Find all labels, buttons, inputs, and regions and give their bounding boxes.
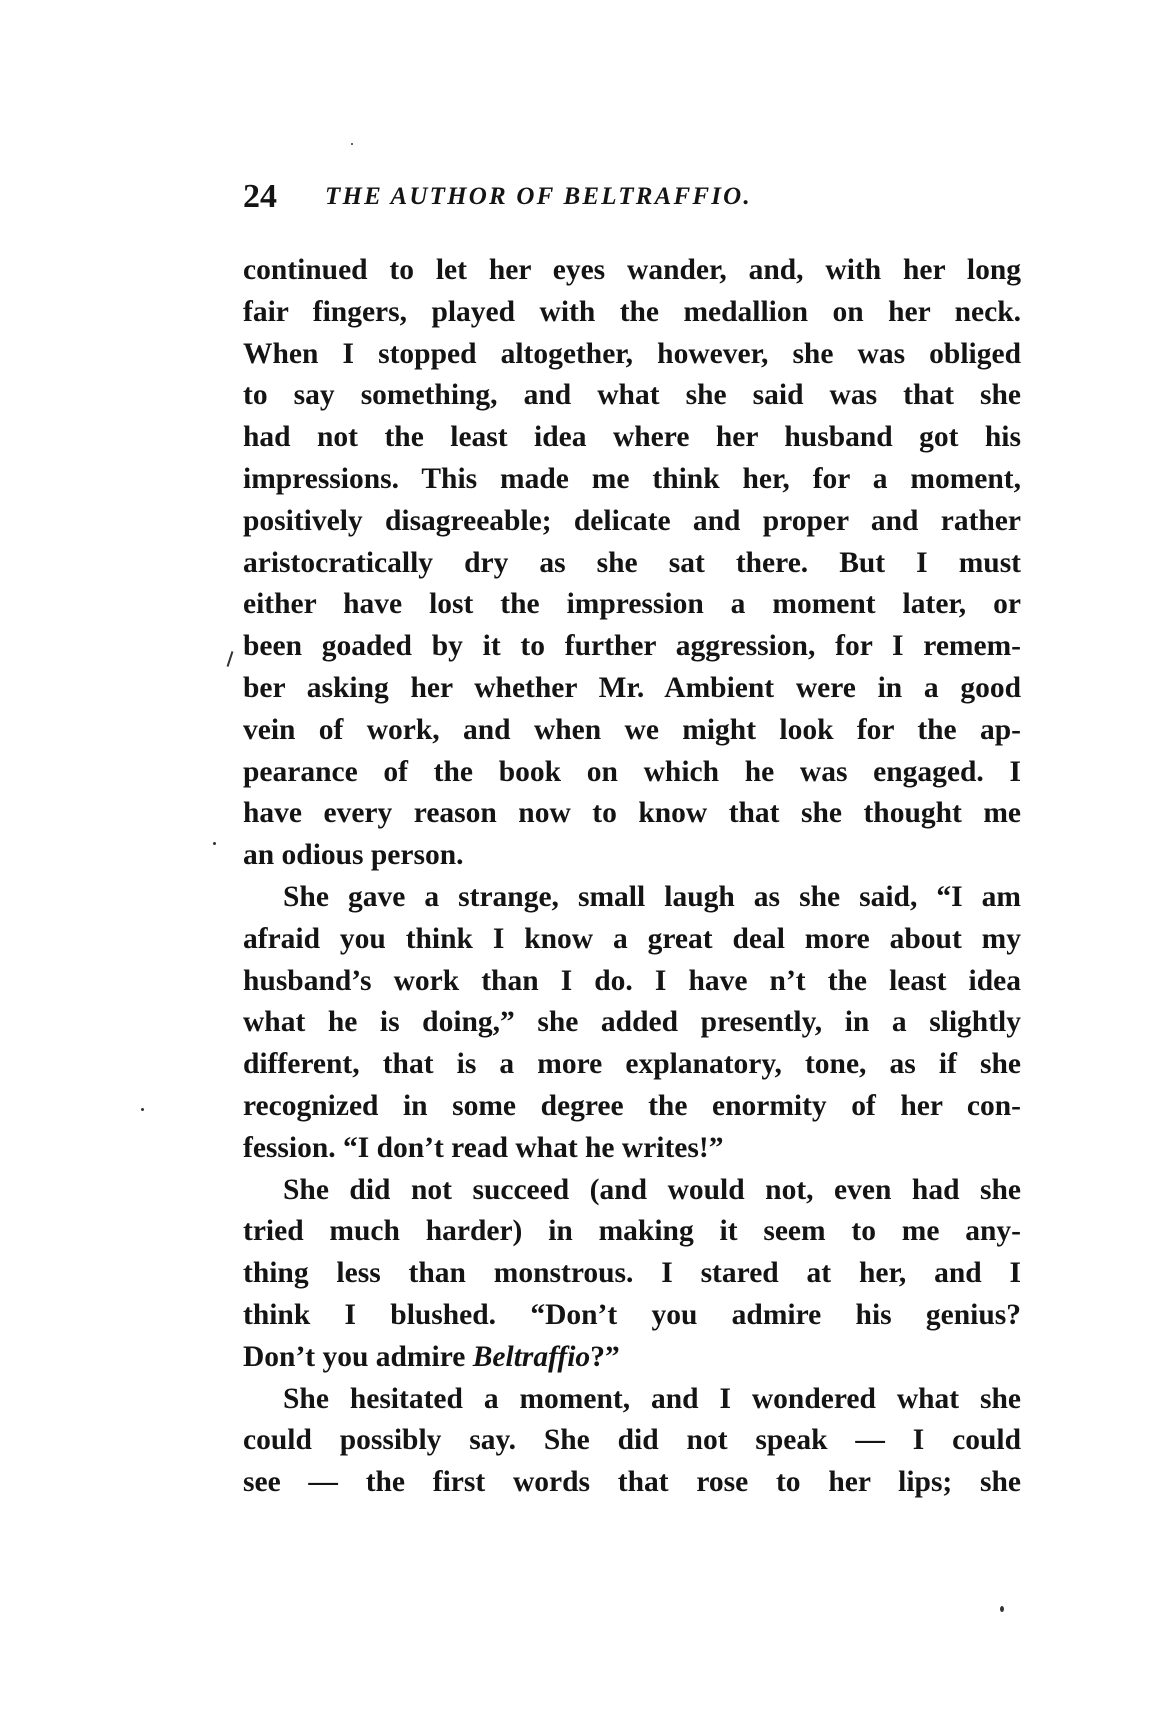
- stray-mark: [227, 651, 234, 667]
- running-head: THE AUTHOR OF BELTRAFFIO.: [325, 183, 752, 210]
- text-line: continued to let her eyes wander, and, with her long: [243, 254, 1021, 286]
- body-text: [243, 250, 1021, 1504]
- stray-mark: [351, 143, 353, 145]
- text-line: When I stopped altogether, however, she was obliged: [243, 337, 1021, 370]
- text-line: ber asking her whether Mr. Ambient were in a good: [243, 671, 1021, 704]
- text-line: have every reason now to know that she thought me: [243, 797, 1021, 830]
- text-line: pearance of the book on which he was engaged. I: [243, 755, 1021, 788]
- text-line: different, that is a more explanatory, tone, as if she: [243, 1048, 1021, 1081]
- text-segment: ?”: [590, 1340, 620, 1373]
- text-segment: Don’t you admire: [243, 1340, 473, 1373]
- text-line: been goaded by it to further aggression, for I remem-: [243, 630, 1021, 663]
- text-line: an odious person.: [243, 839, 464, 872]
- text-line: thing less than monstrous. I stared at her, and I: [243, 1257, 1021, 1290]
- text-line: could possibly say. She did not speak — I could: [243, 1424, 1021, 1457]
- text-line: afraid you think I know a great deal more about my: [243, 922, 1021, 955]
- text-line: impressions. This made me think her, for a moment,: [243, 462, 1021, 495]
- text-line: She hesitated a moment, and I wondered what she: [283, 1382, 1021, 1415]
- stray-mark: [141, 1108, 144, 1111]
- text-line: aristocratically dry as she sat there. But I must: [243, 546, 1021, 579]
- text-line: recognized in some degree the enormity of her con-: [243, 1089, 1021, 1122]
- text-line: husband’s work than I do. I have n’t the least idea: [243, 964, 1021, 997]
- text-line: tried much harder) in making it seem to me any-: [243, 1215, 1021, 1248]
- text-line: positively disagreeable; delicate and proper and rather: [243, 504, 1021, 537]
- stray-mark: [213, 842, 216, 845]
- text-line: had not the least idea where her husband got his: [243, 421, 1021, 454]
- text-line: to say something, and what she said was that she: [243, 379, 1021, 412]
- text-line: what he is doing,” she added presently, in a slightly: [243, 1006, 1021, 1039]
- text-line: see — the first words that rose to her lips; she: [243, 1466, 1021, 1499]
- text-line-with-title: [243, 1337, 1021, 1379]
- text-line: fession. “I don’t read what he writes!”: [243, 1131, 724, 1164]
- text-line: She did not succeed (and would not, even had she: [283, 1173, 1021, 1206]
- page-header: [243, 178, 1043, 222]
- text-line: think I blushed. “Don’t you admire his genius?: [243, 1298, 1021, 1331]
- text-line: either have lost the impression a moment later, or: [243, 588, 1021, 621]
- stray-mark: [1000, 1606, 1004, 1612]
- page-number: 24: [243, 178, 277, 215]
- text-line: fair fingers, played with the medallion on her neck.: [243, 295, 1021, 328]
- text-line: She gave a strange, small laugh as she said, “I am: [283, 880, 1021, 913]
- text-line: vein of work, and when we might look for the ap-: [243, 713, 1021, 746]
- book-title: Beltraffio: [472, 1340, 591, 1373]
